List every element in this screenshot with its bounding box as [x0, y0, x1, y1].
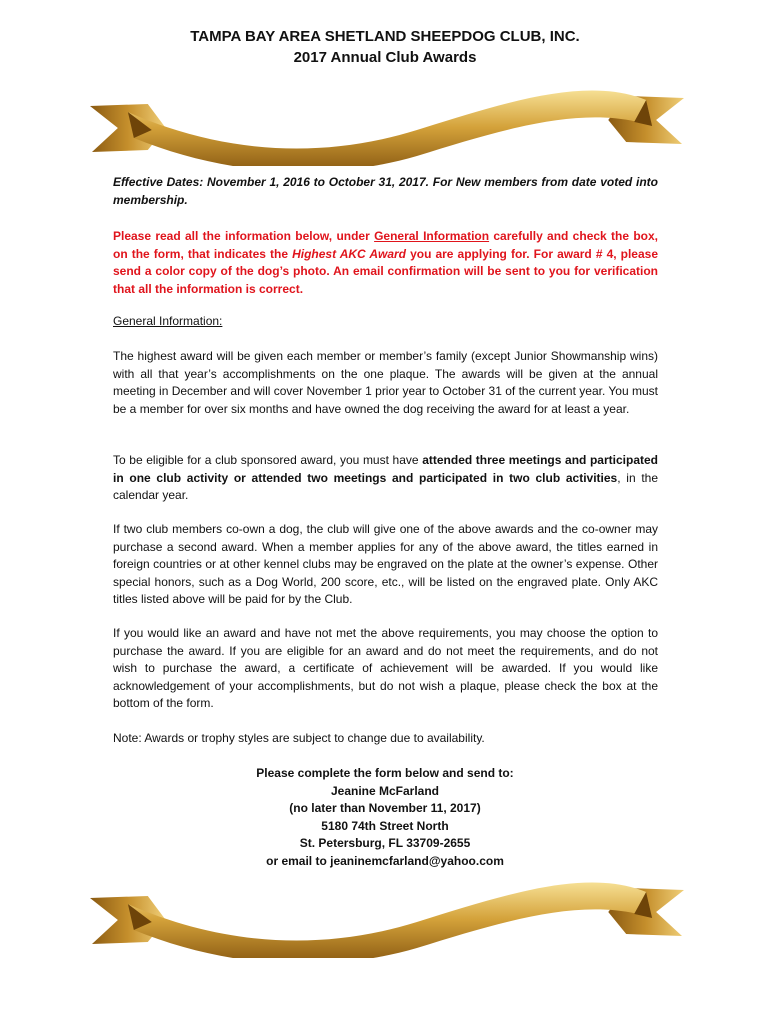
notice-text-1: Please read all the information below, under	[113, 229, 375, 243]
address-deadline: (no later than November 11, 2017)	[289, 801, 481, 816]
general-information-heading: General Information:	[113, 314, 223, 328]
gold-ribbon-banner-top	[88, 66, 686, 166]
effective-dates: Effective Dates: November 1, 2016 to October 31, 2017. For New members from date voted into membership.	[113, 175, 658, 207]
effective-dates-text: Effective Dates: November 1, 2016 to October 31, 2017. For New members from date voted into membership	[113, 175, 658, 207]
address-instruction: Please complete the form below and send to:	[256, 766, 514, 780]
eligibility-text-start: To be eligible for a club sponsored award, you must have	[113, 453, 423, 467]
notice-text-3: you are applying for. For award # 4, please send a color copy of the dog’s photo. An email confirmation will be sent to you for verification that all the information is correct.	[113, 246, 658, 296]
document-title	[0, 26, 770, 68]
eligibility-requirements: attended three meetings and participated in one club activity or attended two meetings and participated in two club activities	[113, 453, 658, 485]
paragraph-eligibility	[113, 452, 658, 505]
instructions-notice	[113, 228, 658, 298]
paragraph-purchase-option: If you would like an award and have not met the above requirements, you may choose the option to purchase the award. If you are eligible for an award and do not meet the requirements, and do not wish to purchase the award, a certificate of achievement will be awarded. If you would like acknowledgement of your accomplishments, but do not wish a plaque, please check the box at the bottom of the form.	[113, 626, 658, 711]
gold-ribbon-banner-bottom	[88, 858, 686, 958]
notice-text-2: carefully and check the box, on the form, that indicates the	[113, 229, 658, 261]
address-name: Jeanine McFarland	[330, 783, 440, 798]
title-line-2: 2017 Annual Club Awards	[293, 49, 477, 66]
address-email: or email to jeaninemcfarland@yahoo.com	[266, 853, 504, 868]
highest-akc-award-emphasis: Highest AKC Award	[292, 246, 406, 261]
address-city: St. Petersburg, FL 33709-2655	[299, 836, 471, 851]
paragraph-co-owners: If two club members co-own a dog, the club will give one of the above awards and the co-owner may purchase a second award. When a member applies for any of the above award, the titles earned in foreign countries or at other kennel clubs may be engraved on the plate at the owner’s expense. Other special honors, such as a Dog World, 200 score, etc., will be listed on the engraved plate. Only AKC titles listed above will be paid for by the Club.	[113, 522, 658, 607]
address-street: 5180 74th Street North	[321, 818, 449, 833]
note-availability: Note: Awards or trophy styles are subject to change due to availability.	[113, 731, 485, 745]
title-line-1: TAMPA BAY AREA SHETLAND SHEEPDOG CLUB, INC.	[190, 28, 580, 45]
mailing-address-block	[0, 765, 770, 871]
eligibility-text-end: , in the calendar year.	[113, 470, 658, 503]
paragraph-highest-award: The highest award will be given each member or member’s family (except Junior Showmanship wins) with all that year’s accomplishments on the one plaque. The awards will be given at the annual meeting in December and will cover November 1 prior year to October 31 of the current year. You must be a member for over six months and have owned the dog receiving the award for at least a year.	[113, 349, 658, 416]
general-information-reference: General Information	[374, 229, 490, 243]
